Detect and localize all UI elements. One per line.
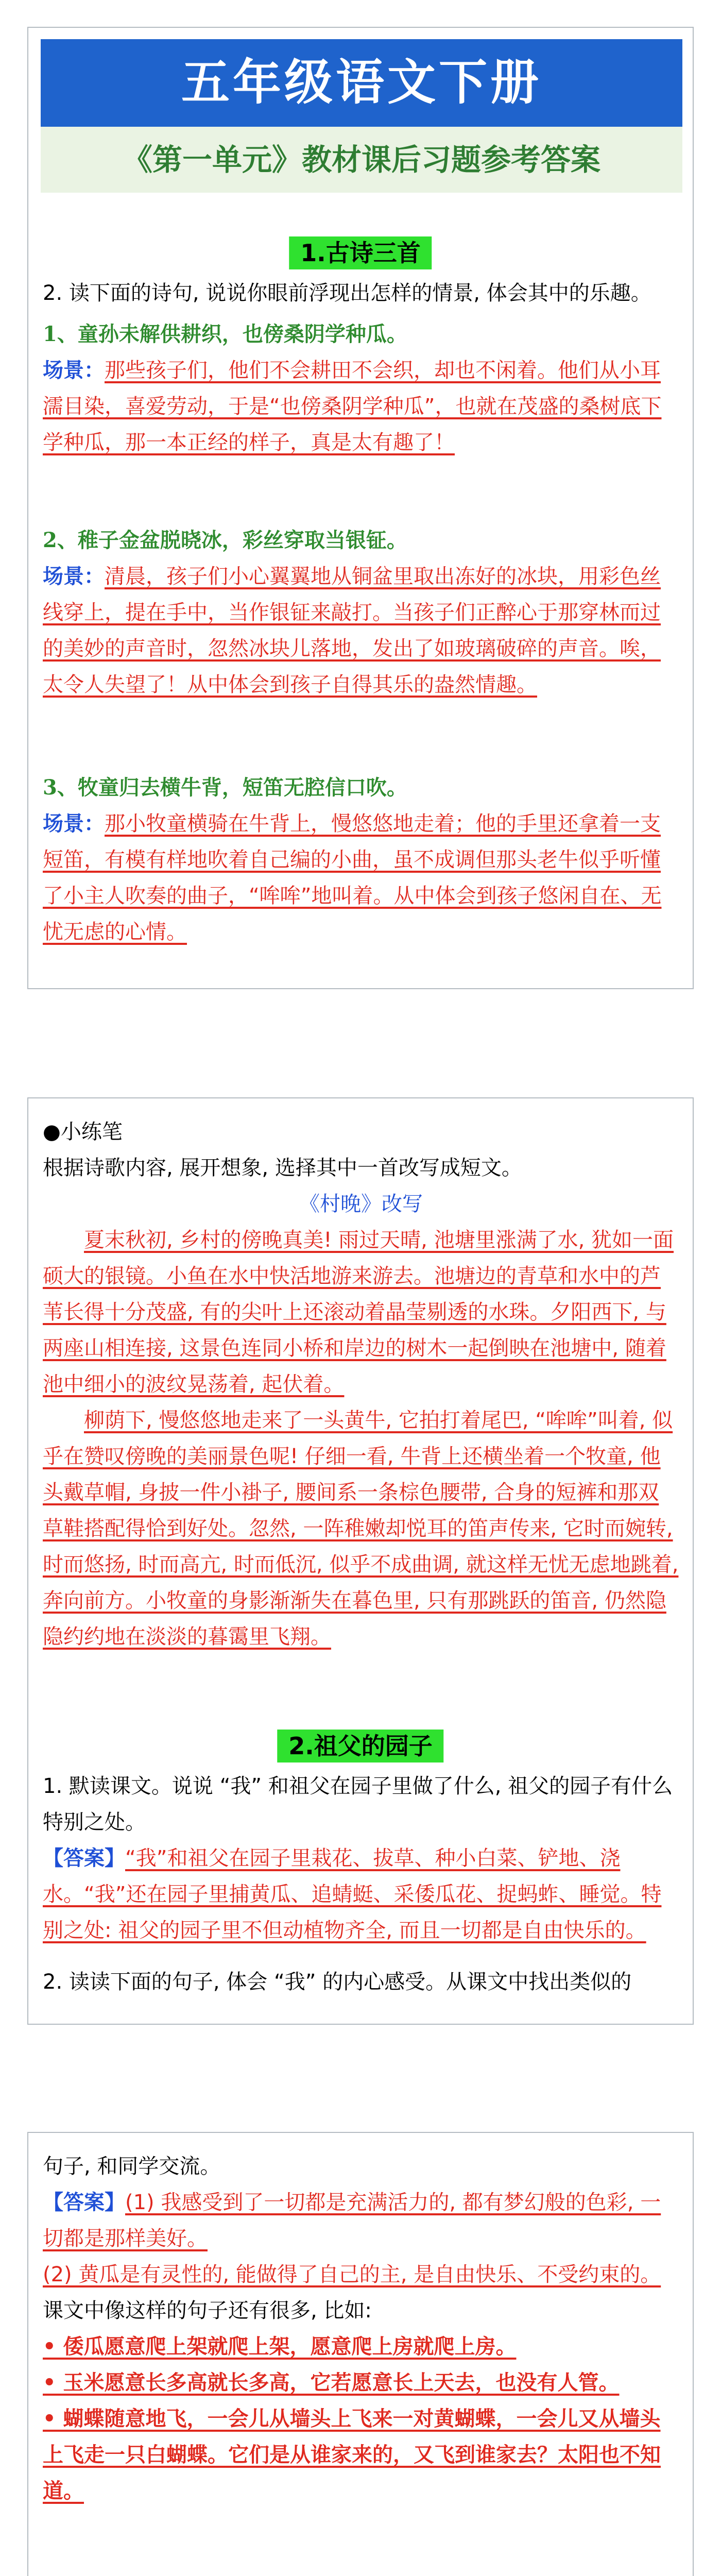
essay-paragraph-1: 夏末秋初, 乡村的傍晚真美! 雨过天晴, 池塘里涨满了水, 犹如一面硕大的银镜。小鱼在水中快活地游来游去。池塘边的青草和水中的芦苇长得十分茂盛, 有的尖叶上还滚动着晶莹剔透的水珠。夕阳西下, 与两座山相连接, 这景色连同小桥和岸边的树木一起倒映在池塘中, 随着池中细小的波纹晃荡着, 起伏着。 — [43, 1228, 674, 1396]
answer-label: 【答案】 — [43, 2191, 125, 2214]
similar-sentences-intro: 课文中像这样的句子还有很多, 比如: — [43, 2299, 372, 2323]
lesson2-q1 — [43, 1768, 679, 1948]
lesson2-q2-rest — [43, 2148, 679, 2509]
question-text: 2. 读读下面的句子, 体会 “我” 的内心感受。从课文中找出类似的 — [43, 1970, 632, 1994]
question-text: 1. 默读课文。说说 “我” 和祖父在园子里做了什么, 祖父的园子有什么特别之处。 — [43, 1774, 673, 1834]
page-title: 五年级语文下册 — [41, 39, 682, 127]
lesson1-item-1 — [43, 316, 679, 461]
scene-colon: ： — [84, 812, 105, 836]
scene-label: 场景 — [43, 565, 84, 588]
example-sentence-1: • 倭瓜愿意爬上架就爬上架，愿意爬上房就爬上房。 — [43, 2334, 517, 2359]
answer-label: 【答案】 — [43, 1846, 125, 1870]
answer-card-2 — [27, 1097, 694, 2025]
answer-text-1: (1) 我感受到了一切都是充满活力的, 都有梦幻般的色彩, 一切都是那样美好。 — [43, 2191, 661, 2250]
practice-heading: ●小练笔 — [43, 1120, 123, 1144]
practice-section — [43, 1114, 679, 1655]
example-sentence-3: • 蝴蝶随意地飞，一会儿从墙头上飞来一对黄蝴蝶，一会儿又从墙头上飞走一只白蝴蝶。它们是从谁家来的，又飞到谁家去？太阳也不知道。 — [43, 2406, 661, 2503]
scene-colon: ： — [84, 565, 105, 588]
lesson1-item-2 — [43, 522, 679, 703]
scene-answer: 那些孩子们，他们不会耕田不会织，却也不闲着。他们从小耳濡目染，喜爱劳动，于是“也傍桑阴学种瓜”，也就在茂盛的桑树底下学种瓜，那一本正经的样子，真是太有趣了！ — [43, 359, 662, 454]
poem-line: 3、牧童归去横牛背，短笛无腔信口吹。 — [43, 775, 407, 800]
scene-answer: 那小牧童横骑在牛背上，慢悠悠地走着；他的手里还拿着一支短笛，有模有样地吹着自己编的小曲，虽不成调但那头老牛似乎听懂了小主人吹奏的曲子，“哞哞”地叫着。从中体会到孩子悠闲自在、无忧无虑的心情。 — [43, 812, 662, 944]
answer-text: “我”和祖父在园子里栽花、拔草、种小白菜、铲地、浇水。“我”还在园子里捕黄瓜、追蜻蜓、采倭瓜花、捉蚂蚱、睡觉。特别之处: 祖父的园子里不但动植物齐全, 而且一切都是自由快乐的。 — [43, 1846, 662, 1942]
essay-paragraph-2: 柳荫下, 慢悠悠地走来了一头黄牛, 它拍打着尾巴, “哞哞”叫着, 似乎在赞叹傍晚的美丽景色呢! 仔细一看, 牛背上还横坐着一个牧童, 他头戴草帽, 身披一件小褂子, 腰间系一条棕色腰带, 合身的短裤和那双草鞋搭配得恰到好处。忽然, 一阵稚嫩却悦耳的笛声传来, 它时而婉转, 时而悠扬, 时而高亢, 时而低沉, 似乎不成曲调, 就这样无忧无虑地跳着, 奔向前方。小牧童的身影渐渐失在暮色里, 只有那跳跃的笛音, 仍然隐隐约约地在淡淡的暮霭里飞翔。 — [43, 1409, 679, 1649]
question-text: 2. 读下面的诗句, 说说你眼前浮现出怎样的情景, 体会其中的乐趣。 — [43, 281, 651, 305]
page-subtitle: 《第一单元》教材课后习题参考答案 — [41, 127, 682, 193]
scene-colon: ： — [84, 359, 105, 382]
lesson1-question — [43, 275, 679, 311]
practice-instruction: 根据诗歌内容, 展开想象, 选择其中一首改写成短文。 — [43, 1156, 522, 1180]
poem-line: 2、稚子金盆脱晓冰，彩丝穿取当银钲。 — [43, 528, 407, 552]
essay-title: 《村晚》改写 — [299, 1192, 423, 1216]
scene-answer: 清晨，孩子们小心翼翼地从铜盆里取出冻好的冰块，用彩色丝线穿上，提在手中，当作银钲来敲打。当孩子们正醉心于那穿林而过的美妙的声音时，忽然冰块儿落地，发出了如玻璃破碎的声音。唉，太令人失望了！从中体会到孩子自得其乐的盎然情趣。 — [43, 565, 661, 697]
lesson2-q2-start — [43, 1964, 679, 2000]
question-text-continued: 句子, 和同学交流。 — [43, 2155, 221, 2178]
lesson1-tag: 1.古诗三首 — [289, 236, 432, 269]
answer-card-1 — [27, 27, 694, 989]
scene-label: 场景 — [43, 812, 84, 836]
poem-line: 1、童孙未解供耕织，也傍桑阴学种瓜。 — [43, 322, 407, 346]
example-sentence-2: • 玉米愿意长多高就长多高，它若愿意长上天去，也没有人管。 — [43, 2370, 620, 2395]
lesson2-tag: 2.祖父的园子 — [277, 1730, 443, 1762]
answer-text-2: (2) 黄瓜是有灵性的, 能做得了自己的主, 是自由快乐、不受约束的。 — [43, 2263, 661, 2286]
scene-label: 场景 — [43, 359, 84, 382]
answer-card-3 — [27, 2132, 694, 2576]
lesson1-item-3 — [43, 770, 679, 950]
